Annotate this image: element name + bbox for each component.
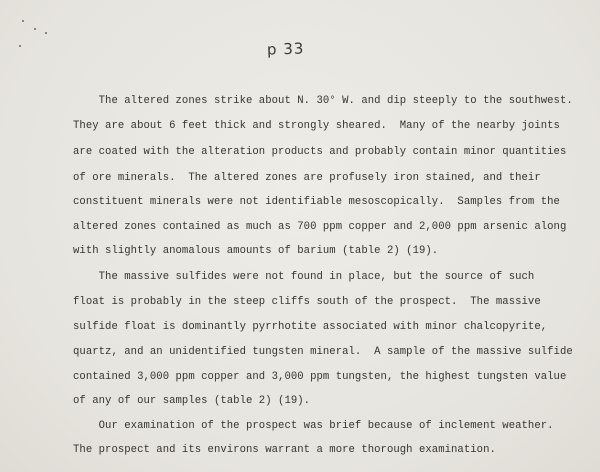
text-line: The altered zones strike about N. 30° W. and dip steeply to the southwest.	[73, 95, 573, 107]
text-line: They are about 6 feet thick and strongly sheared. Many of the nearby joints	[73, 120, 560, 132]
text-line: The massive sulfides were not found in place, but the source of such	[73, 271, 535, 283]
text-line: sulfide float is dominantly pyrrhotite associated with minor chalcopyrite,	[73, 321, 548, 333]
text-line: altered zones contained as much as 700 ppm copper and 2,000 ppm arsenic along	[73, 221, 567, 233]
paper-speck	[45, 32, 47, 34]
text-line: are coated with the alteration products and probably contain minor quantities	[73, 146, 567, 158]
text-line: contained 3,000 ppm copper and 3,000 ppm tungsten, the highest tungsten value	[73, 371, 567, 383]
text-line: Our examination of the prospect was brief because of inclement weather.	[73, 420, 554, 432]
text-line: with slightly anomalous amounts of barium (table 2) (19).	[73, 245, 439, 257]
paper-speck	[34, 28, 36, 30]
text-line: of ore minerals. The altered zones are profusely iron stained, and their	[73, 172, 541, 184]
paper-speck	[22, 20, 24, 22]
text-line: of any of our samples (table 2) (19).	[73, 395, 311, 407]
text-line: quartz, and an unidentified tungsten mineral. A sample of the massive sulfide	[73, 346, 573, 358]
page-number: p 33	[266, 39, 305, 59]
text-line: The prospect and its environs warrant a more thorough examination.	[73, 444, 496, 456]
text-line: float is probably in the steep cliffs south of the prospect. The massive	[73, 296, 541, 308]
paper-speck	[19, 45, 21, 47]
text-line: constituent minerals were not identifiable mesoscopically. Samples from the	[73, 196, 560, 208]
